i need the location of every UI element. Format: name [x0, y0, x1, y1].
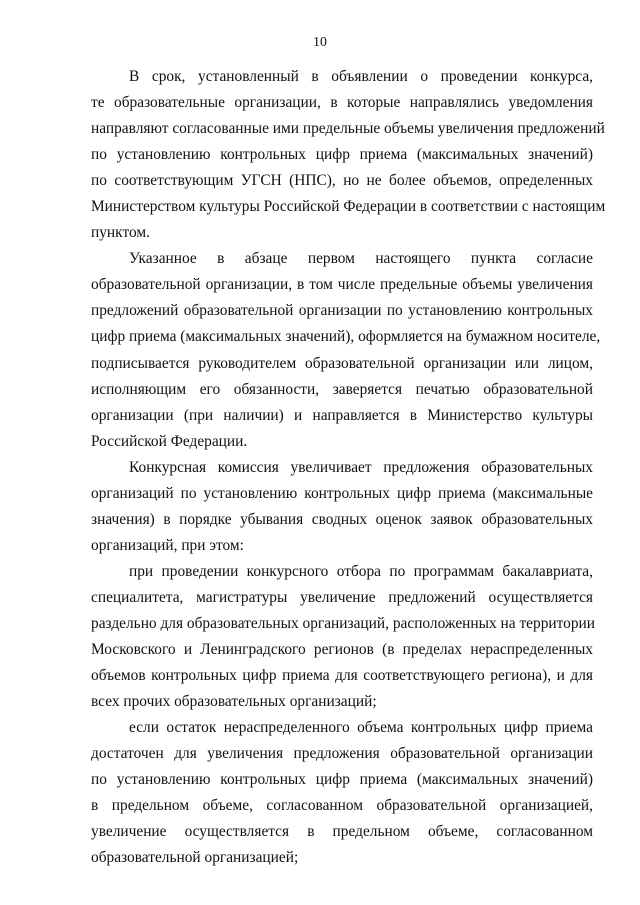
paragraph-5 [91, 715, 593, 871]
text-line: образовательной организацией; [91, 849, 299, 867]
text-line: специалитета, магистратуры увеличение предложений осуществляется [91, 588, 593, 606]
text-line: те образовательные организации, в которые направлялись уведомления [91, 94, 593, 112]
text-line: в предельном объеме, согласованном образовательной организацией, [91, 797, 593, 815]
paragraph-1 [91, 64, 606, 246]
paragraph-4 [91, 559, 596, 715]
paragraph-3 [91, 455, 593, 559]
text-line: Указанное в абзаце первом настоящего пункта согласие [129, 250, 593, 268]
text-line: подписывается руководителем образовательной организации или лицом, [91, 354, 593, 372]
text-line: всех прочих образовательных организаций; [91, 693, 377, 711]
text-line: увеличение осуществляется в предельном объеме, согласованном [91, 823, 593, 841]
text-line: образовательной организации, в том числе предельные объемы увеличения [91, 276, 593, 294]
text-line: цифр приема (максимальных значений), оформляется на бумажном носителе, [91, 328, 601, 346]
text-line: Российской Федерации. [91, 432, 248, 450]
paragraph-2 [91, 246, 601, 454]
text-line: значения) в порядке убывания сводных оценок заявок образовательных [91, 510, 593, 528]
text-line: исполняющим его обязанности, заверяется печатью образовательной [91, 380, 593, 398]
text-line: по установлению контрольных цифр приема (максимальных значений) [91, 146, 593, 164]
text-line: организации (при наличии) и направляется в Министерство культуры [91, 406, 593, 424]
text-line: Конкурсная комиссия увеличивает предложения образовательных [129, 458, 593, 476]
document-body [91, 64, 606, 871]
text-line: по установлению контрольных цифр приема (максимальных значений) [91, 771, 593, 789]
text-line: по соответствующим УГСН (НПС), но не более объемов, определенных [91, 172, 593, 190]
text-line: В срок, установленный в объявлении о проведении конкурса, [129, 68, 593, 85]
text-line: Министерством культуры Российской Федерации в соответствии с настоящим [91, 198, 606, 216]
text-line: Московского и Ленинградского регионов (в пределах нераспределенных [91, 641, 593, 659]
text-line: направляют согласованные ими предельные объемы увеличения предложений [91, 120, 605, 138]
text-line: раздельно для образовательных организаций, расположенных на территории [91, 614, 596, 632]
text-line: при проведении конкурсного отбора по программам бакалавриата, [129, 562, 593, 580]
text-line: предложений образовательной организации по установлению контрольных [91, 302, 593, 320]
text-line: достаточен для увеличения предложения образовательной организации [91, 745, 593, 763]
text-line: организаций, при этом: [91, 536, 244, 554]
text-line: объемов контрольных цифр приема для соответствующего региона), и для [91, 667, 593, 685]
text-line: пунктом. [91, 224, 150, 242]
text-line: организаций по установлению контрольных цифр приема (максимальные [91, 484, 593, 502]
text-line: если остаток нераспределенного объема контрольных цифр приема [129, 719, 593, 737]
page-number: 10 [313, 35, 327, 50]
